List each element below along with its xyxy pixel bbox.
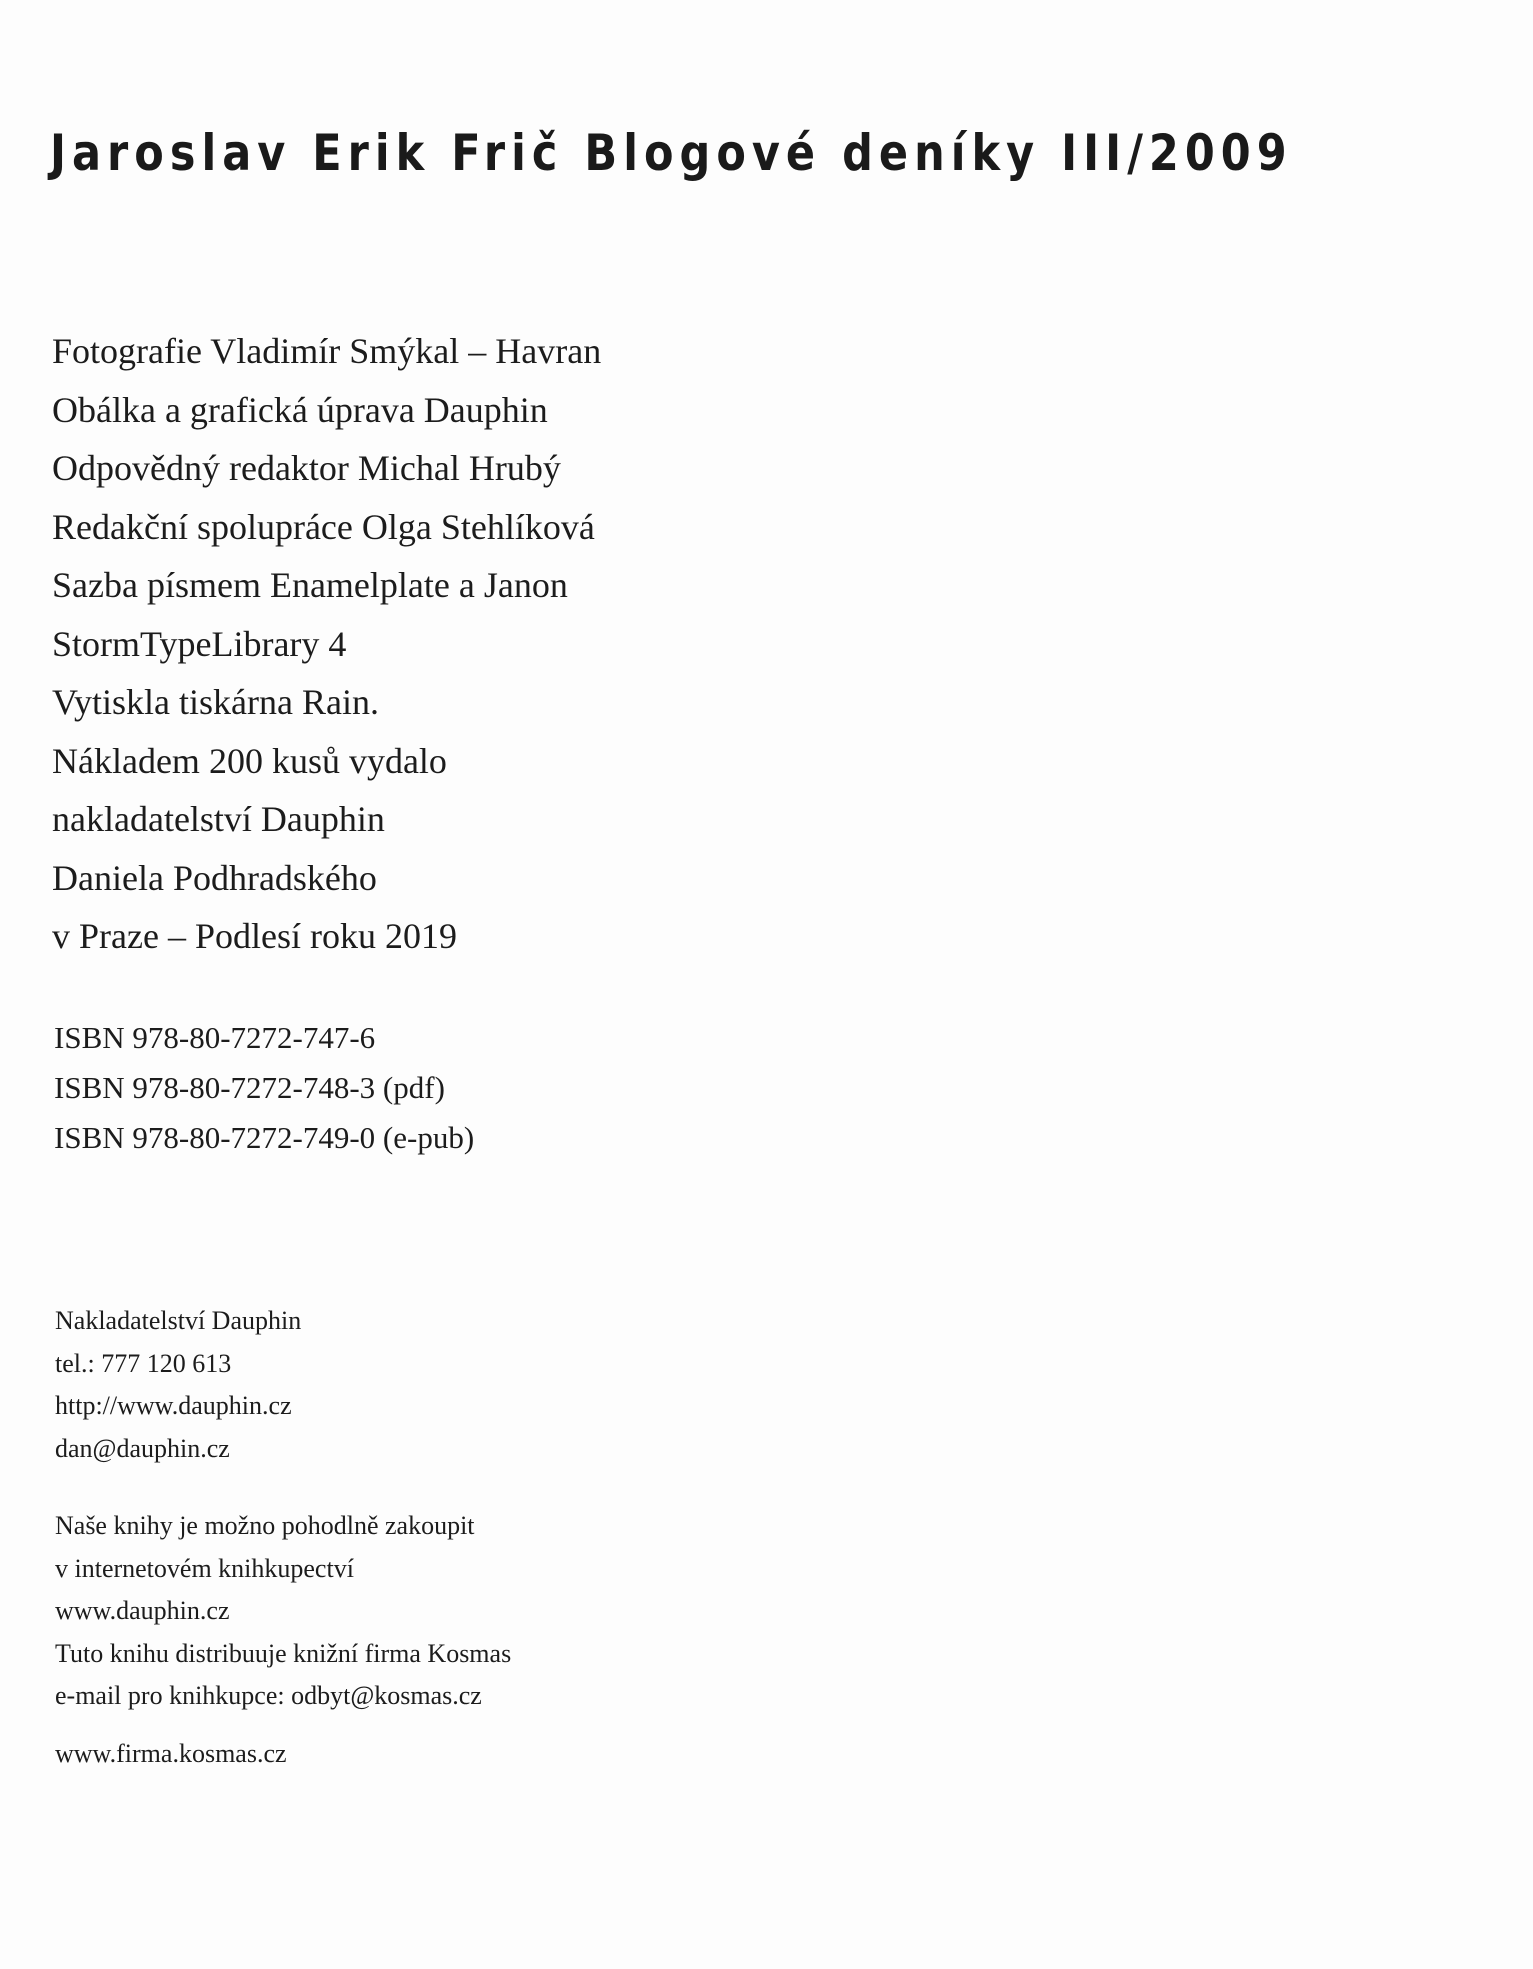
distributor-email: e-mail pro knihkupce: odbyt@kosmas.cz bbox=[55, 1681, 482, 1710]
credit-line: nakladatelství Dauphin bbox=[52, 799, 385, 839]
isbn-print: ISBN 978-80-7272-747-6 bbox=[54, 1020, 376, 1055]
publisher-contact-block bbox=[55, 1300, 301, 1470]
credits-block bbox=[52, 322, 601, 966]
book-title: Jaroslav Erik Frič Blogové deníky III/2009 bbox=[50, 124, 1293, 182]
credit-line: v Praze – Podlesí roku 2019 bbox=[52, 916, 457, 956]
isbn-pdf: ISBN 978-80-7272-748-3 (pdf) bbox=[54, 1070, 445, 1105]
shop-line: v internetovém knihkupectví bbox=[55, 1553, 354, 1583]
credit-line: Redakční spolupráce Olga Stehlíková bbox=[52, 506, 595, 547]
credit-line: Odpovědný redaktor Michal Hrubý bbox=[52, 448, 561, 488]
publisher-website: http://www.dauphin.cz bbox=[55, 1391, 292, 1420]
credit-line: StormTypeLibrary 4 bbox=[52, 623, 347, 664]
publisher-phone: tel.: 777 120 613 bbox=[55, 1348, 232, 1378]
shop-info-block bbox=[55, 1505, 511, 1718]
distributor-url: www.firma.kosmas.cz bbox=[55, 1739, 287, 1768]
credit-line: Daniela Podhradského bbox=[52, 857, 377, 898]
isbn-epub: ISBN 978-80-7272-749-0 (e-pub) bbox=[54, 1120, 475, 1155]
credit-line: Obálka a grafická úprava Dauphin bbox=[52, 389, 548, 430]
shop-line: Naše knihy je možno pohodlně zakoupit bbox=[55, 1511, 475, 1540]
publisher-name: Nakladatelství Dauphin bbox=[55, 1306, 302, 1335]
publisher-email: dan@dauphin.cz bbox=[55, 1433, 230, 1463]
isbn-block bbox=[54, 1013, 474, 1163]
credit-line: Vytiskla tiskárna Rain. bbox=[52, 682, 379, 722]
credit-line: Fotografie Vladimír Smýkal – Havran bbox=[52, 331, 602, 371]
shop-url: www.dauphin.cz bbox=[55, 1596, 230, 1625]
distributor-line: Tuto knihu distribuuje knižní firma Kosmas bbox=[55, 1638, 512, 1668]
distributor-url-block bbox=[55, 1733, 287, 1776]
credit-line: Sazba písmem Enamelplate a Janon bbox=[52, 565, 568, 605]
credit-line: Nákladem 200 kusů vydalo bbox=[52, 740, 447, 781]
